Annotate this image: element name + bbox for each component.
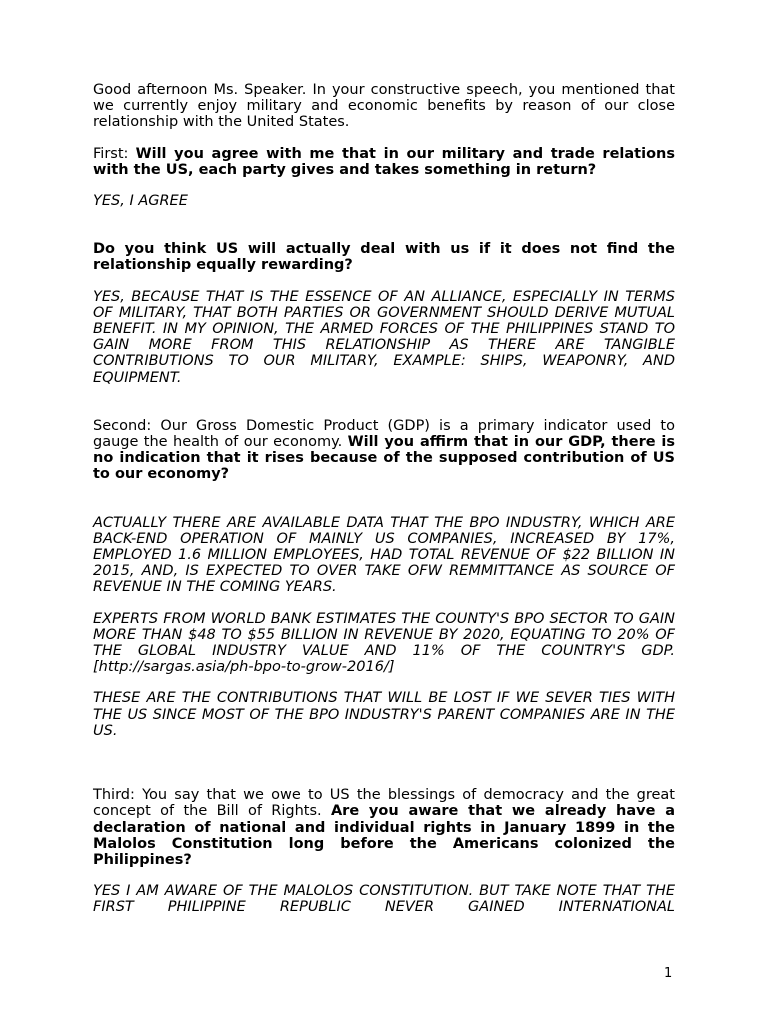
first-question-lead: First: — [93, 145, 136, 162]
first-question-text: Will you agree with me that in our military and trade relations with the US, each party gives and takes something in return? — [93, 145, 675, 178]
third-question-lead: Third: You say that we owe to US the blessings of democracy and the great concept of the Bill of Rights. — [93, 787, 675, 820]
page-number: 1 — [664, 966, 673, 981]
first-question — [93, 146, 675, 178]
second-answer-bpo: ACTUALLY THERE ARE AVAILABLE DATA THAT THE BPO INDUSTRY, WHICH ARE BACK-END OPERATION OF MAINLY US COMPANIES, INCREASED BY 17%, EMPLOYED 1.6 MILLION EMPLOYEES, HAD TOTAL REVENUE OF $22 BILLION IN 2015, AND, IS EXPECTED TO OVER TAKE OFW REMMITTANCE AS SOURCE OF REVENUE IN THE COMING YEARS. — [93, 514, 675, 596]
follow-up-question: Do you think US will actually deal with us if it does not find the relationship equally rewarding? — [93, 241, 675, 274]
third-question-text: Are you aware that we already have a declaration of national and individual rights in January 1899 in the Malolos Constitution long before the Americans colonized the Philippines? — [93, 803, 675, 868]
first-answer: YES, I AGREE — [93, 193, 188, 210]
second-question — [93, 418, 675, 483]
follow-up-answer: YES, BECAUSE THAT IS THE ESSENCE OF AN ALLIANCE, ESPECIALLY IN TERMS OF MILITARY, THAT BOTH PARTIES OR GOVERNMENT SHOULD DERIVE MUTUAL BENEFIT. IN MY OPINION, THE ARMED FORCES OF THE PHILIPPINES STAND TO GAIN MORE FROM THIS RELATIONSHIP AS THERE ARE TANGIBLE CONTRIBUTIONS TO OUR MILITARY, EXAMPLE: SHIPS, WEAPONRY, AND EQUIPMENT. — [93, 288, 675, 386]
second-answer-conclusion: THESE ARE THE CONTRIBUTIONS THAT WILL BE LOST IF WE SEVER TIES WITH THE US SINCE MOST OF THE BPO INDUSTRY'S PARENT COMPANIES ARE IN THE US. — [93, 690, 675, 739]
second-question-lead: Second: Our Gross Domestic Product (GDP) is a primary indicator used to gauge the health of our economy. — [93, 417, 675, 451]
second-question-text: Will you affirm that in our GDP, there is no indication that it rises because of the supposed contribution of US to our economy? — [93, 434, 676, 483]
document-page — [93, 82, 675, 916]
second-answer-world-bank: EXPERTS FROM WORLD BANK ESTIMATES THE COUNTY'S BPO SECTOR TO GAIN MORE THAN $48 TO $55 BILLION IN REVENUE BY 2020, EQUATING TO 20% OF THE GLOBAL INDUSTRY VALUE AND 11% OF THE COUNTRY'S GDP. [http://sargas.asia/ph-bpo-to-grow-2016/] — [93, 610, 675, 676]
third-question — [93, 787, 675, 868]
third-answer: YES I AM AWARE OF THE MALOLOS CONSTITUTION. BUT TAKE NOTE THAT THE FIRST PHILIPPINE REPUBLIC NEVER GAINED INTERNATIONAL — [93, 883, 675, 916]
opening-statement: Good afternoon Ms. Speaker. In your constructive speech, you mentioned that we currently enjoy military and economic benefits by reason of our close relationship with the United States. — [93, 82, 675, 131]
